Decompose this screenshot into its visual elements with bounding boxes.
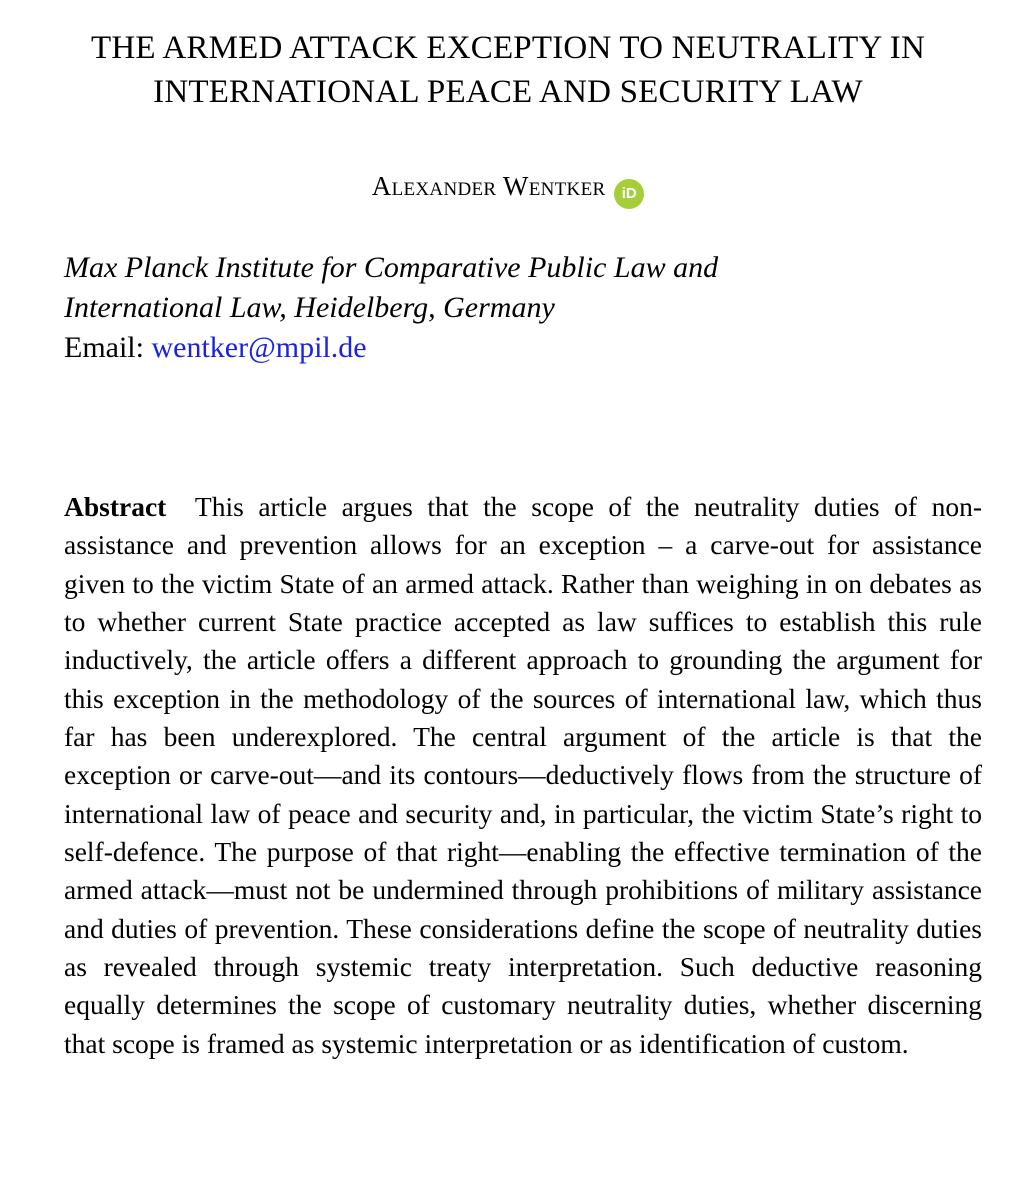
- email-label: Email:: [64, 331, 144, 364]
- affiliation-block: [64, 248, 964, 368]
- author-line: [0, 166, 1016, 209]
- author-name: Alexander Wentker: [371, 171, 606, 201]
- title-line-1: THE ARMED ATTACK EXCEPTION TO NEUTRALITY IN: [91, 30, 925, 66]
- abstract-heading: Abstract: [64, 491, 167, 522]
- orcid-icon[interactable]: iD: [614, 179, 644, 209]
- email-line: [64, 331, 367, 364]
- email-link[interactable]: wentker@mpil.de: [151, 331, 367, 364]
- affiliation-line-1: Max Planck Institute for Comparative Public Law and: [64, 251, 719, 284]
- affiliation-line-2: International Law, Heidelberg, Germany: [64, 291, 555, 324]
- abstract-text: This article argues that the scope of the neutrality duties of non-assistance and prevention allows for an exception – a carve-out for assistance given to the victim State of an armed attack. Rather than weighing in on debates as to whether current State practice accepted as law suffices to establish this rule inductively, the article offers a different approach to grounding the argument for this exception in the methodology of the sources of international law, which thus far has been underexplored. The central argument of the article is that the exception or carve-out—and its contours—deductively flows from the structure of international law of peace and security and, in particular, the victim State’s right to self-defence. The purpose of that right—enabling the effective termination of the armed attack—must not be undermined through prohibitions of military assistance and duties of prevention. These considerations define the scope of neutrality duties as revealed through systemic treaty interpretation. Such deductive reasoning equally determines the scope of customary neutrality duties, whether discerning that scope is framed as systemic interpretation or as identification of custom.: [64, 491, 982, 1059]
- paper-title: [0, 26, 1016, 114]
- abstract-paragraph: [64, 488, 982, 1063]
- title-line-2: INTERNATIONAL PEACE AND SECURITY LAW: [153, 74, 863, 110]
